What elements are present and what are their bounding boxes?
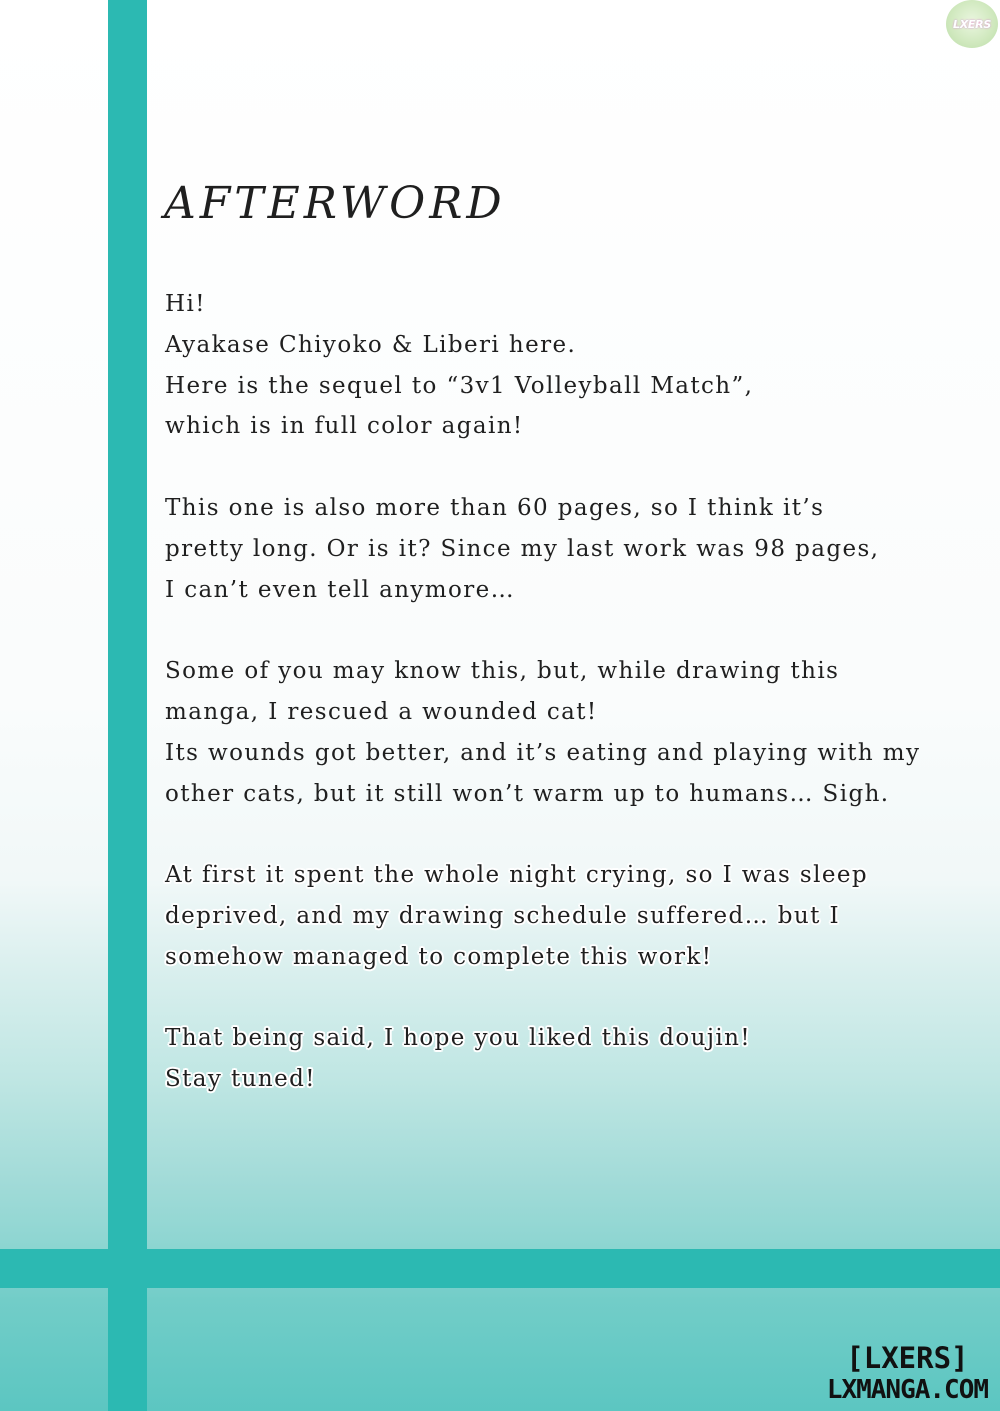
horizontal-teal-stripe [0,1249,1000,1288]
text-line: Some of you may know this, but, while drawing this [165,658,840,685]
text-line: This one is also more than 60 pages, so I think it’s [165,494,825,521]
text-line: At first it spent the whole night crying, so I was sleep [165,862,869,889]
text-line: I can’t even tell anymore… [165,576,516,603]
lxers-logo-text: LXERS [953,17,991,31]
vertical-teal-stripe [108,0,147,1411]
paragraph-gap [165,814,955,855]
text-line: which is in full color again! [165,413,524,440]
lxers-logo-badge [946,0,998,48]
text-line: pretty long. Or is it? Since my last work was 98 pages, [165,535,880,562]
text-line: somehow managed to complete this work! [165,943,713,970]
paragraph-gap [165,610,955,651]
text-line: other cats, but it still won’t warm up to humans… Sigh. [165,780,890,807]
text-line: Its wounds got better, and it’s eating and playing with my [165,739,921,766]
text-line: Stay tuned! [165,1066,316,1093]
text-line: Hi! [165,291,206,317]
paragraph-gap [165,447,955,488]
afterword-body [165,284,955,1100]
text-line: manga, I rescued a wounded cat! [165,698,598,725]
watermark-site-url: LXMANGA.COM [826,1375,988,1405]
watermark-group-name: [LXERS] [846,1341,969,1375]
text-line: Ayakase Chiyoko & Liberi here. [165,331,577,358]
text-line: deprived, and my drawing schedule suffered… but I [165,902,840,929]
text-line: That being said, I hope you liked this doujin! [165,1025,751,1052]
site-watermark [827,1342,988,1406]
paragraph-gap [165,978,955,1019]
text-line: Here is the sequel to “3v1 Volleyball Match”, [165,372,754,399]
page-title: AFTERWORD [164,178,506,229]
